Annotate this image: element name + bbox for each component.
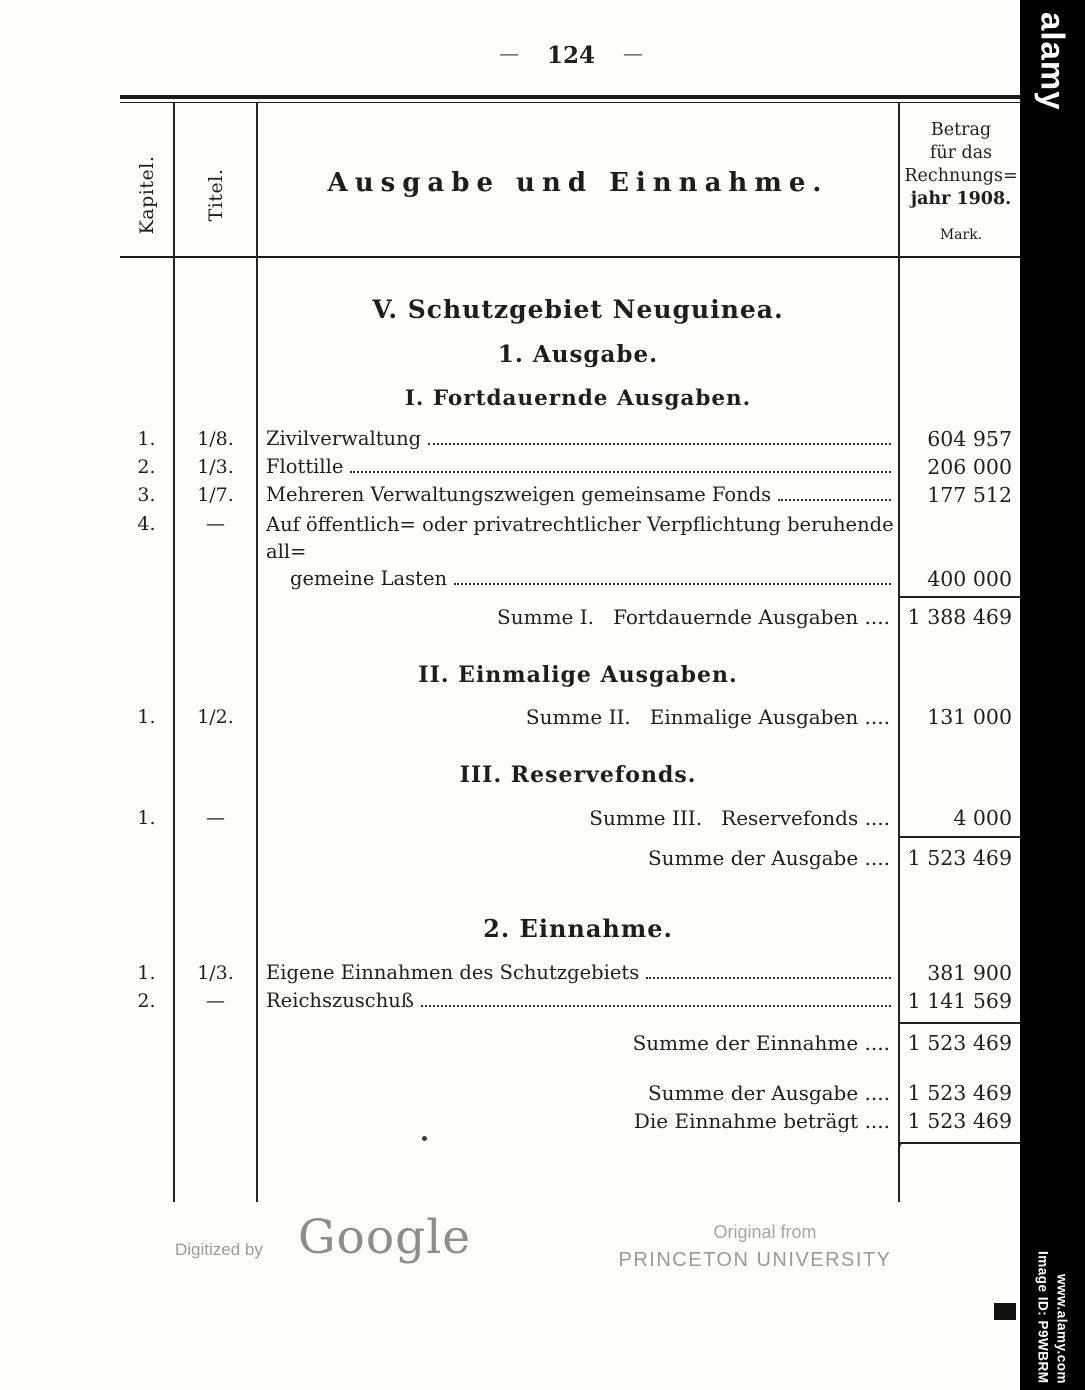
header-betrag-line2: für das — [929, 143, 993, 163]
cell-label: Flottille — [266, 455, 344, 478]
table-row — [120, 411, 1022, 452]
cell-titel: 1/8. — [175, 411, 258, 452]
amount-rule — [900, 1022, 1022, 1024]
budget-table — [120, 95, 1022, 1202]
cell-kapitel: 1. — [120, 942, 175, 986]
sum-amount: 4 000 — [953, 806, 1012, 830]
empty-cell — [175, 831, 258, 871]
sum-row-einmalige — [120, 688, 1022, 730]
cell-amount: 400 000 — [927, 567, 1012, 591]
sum-label: Summe II. Einmalige Ausgaben .... — [258, 688, 900, 730]
cell-titel: — — [175, 986, 258, 1014]
table-row — [120, 452, 1022, 480]
cell-amount-wrap — [900, 831, 1022, 871]
registration-mark — [994, 1303, 1016, 1320]
sum-amount: 1 523 469 — [907, 846, 1012, 870]
empty-cell — [175, 324, 258, 368]
empty-cell — [900, 871, 1022, 942]
cell-amount-wrap — [900, 480, 1022, 508]
empty-cell — [120, 324, 175, 368]
cell-amount-wrap — [900, 508, 1022, 592]
amount-rule — [900, 596, 1022, 598]
cell-label: Eigene Einnahmen des Schutzgebiets — [266, 961, 640, 984]
empty-cell — [175, 730, 258, 788]
empty-cell — [120, 1014, 175, 1056]
cell-kapitel: 2. — [120, 452, 175, 480]
google-logo: Google — [298, 1210, 472, 1265]
header-unit-label: Mark. — [939, 227, 983, 243]
cell-amount-wrap — [900, 788, 1022, 831]
table-row — [120, 480, 1022, 508]
section-heading-einnahme: 2. Einnahme. — [258, 871, 900, 942]
cell-amount: 381 900 — [927, 961, 1012, 985]
cell-titel: 1/7. — [175, 480, 258, 508]
empty-cell — [120, 258, 175, 324]
section-row-reservefonds — [120, 730, 1022, 788]
cell-kapitel: 4. — [120, 508, 175, 592]
cell-amount-wrap — [900, 411, 1022, 452]
watermark-meta — [1036, 1251, 1070, 1384]
cell-amount-wrap — [900, 942, 1022, 986]
cell-label: Zivilverwaltung — [266, 427, 422, 450]
empty-cell — [175, 1134, 258, 1202]
watermark-strip — [1020, 0, 1085, 1390]
section-heading-reservefonds: III. Reservefonds. — [258, 730, 900, 788]
sum-label: Summe der Ausgabe .... — [258, 1056, 900, 1106]
sum-row-ausgabe-total — [120, 831, 1022, 871]
cell-label-line1: Auf öffentlich= oder privatrechtlicher Verpflichtung beruhende all= — [266, 513, 894, 563]
empty-cell — [175, 368, 258, 411]
sum-label: Summe der Einnahme .... — [258, 1014, 900, 1056]
sum-row-einnahme-betraegt — [120, 1106, 1022, 1134]
header-kapitel-label: Kapitel. — [135, 155, 158, 235]
cell-main — [258, 480, 900, 508]
dotted-leader — [454, 583, 891, 585]
cell-main — [258, 942, 900, 986]
cell-amount: 177 512 — [927, 483, 1012, 507]
cell-main — [258, 508, 900, 592]
section-heading-neuguinea: V. Schutzgebiet Neuguinea. — [258, 258, 900, 324]
dotted-leader — [350, 471, 891, 473]
section-heading-einmalige: II. Einmalige Ausgaben. — [258, 630, 900, 688]
header-kapitel-cell — [120, 103, 175, 256]
table-row — [120, 986, 1022, 1014]
section-row-einmalige — [120, 630, 1022, 688]
table-footer-spacer — [120, 1134, 1022, 1202]
cell-titel: — — [175, 508, 258, 592]
section-row-einnahme — [120, 871, 1022, 942]
sum-amount: 1 523 469 — [907, 1031, 1012, 1055]
sum-amount: 1 388 469 — [907, 605, 1012, 629]
cell-titel: 1/2. — [175, 688, 258, 730]
empty-cell — [120, 368, 175, 411]
empty-cell — [900, 1134, 1022, 1202]
cell-amount: 206 000 — [927, 455, 1012, 479]
final-amount-rule — [898, 1142, 1026, 1144]
cell-amount-wrap — [900, 592, 1022, 630]
empty-cell — [175, 630, 258, 688]
sum-label: Die Einnahme beträgt .... — [258, 1106, 900, 1134]
cell-kapitel: 1. — [120, 411, 175, 452]
sum-label: Summe der Ausgabe .... — [258, 831, 900, 871]
empty-cell — [258, 1134, 900, 1202]
section-heading-ausgabe: 1. Ausgabe. — [258, 324, 900, 368]
sum-label: Summe I. Fortdauernde Ausgaben .... — [258, 592, 900, 630]
amount-rule — [900, 836, 1022, 838]
cell-amount-wrap — [900, 688, 1022, 730]
cell-amount: 1 141 569 — [907, 989, 1012, 1013]
cell-label: Mehreren Verwaltungszweigen gemeinsame Fonds — [266, 483, 772, 506]
alamy-url: www.alamy.com — [1054, 1273, 1070, 1384]
page-number-dash-right: — — [623, 41, 643, 65]
digitized-by-label: Digitized by — [175, 1240, 263, 1259]
empty-cell — [120, 1106, 175, 1134]
cell-titel: 1/3. — [175, 452, 258, 480]
sum-row-fortdauernde — [120, 592, 1022, 630]
cell-main — [258, 411, 900, 452]
ink-speck — [422, 1136, 427, 1141]
cell-kapitel: 3. — [120, 480, 175, 508]
sum-row-einnahme-total — [120, 1014, 1022, 1056]
empty-cell — [120, 1134, 175, 1202]
cell-titel: — — [175, 788, 258, 831]
table-row — [120, 942, 1022, 986]
table-body — [120, 258, 1022, 1202]
cell-label-line2: gemeine Lasten — [290, 567, 448, 590]
cell-amount-wrap — [900, 452, 1022, 480]
empty-cell — [900, 258, 1022, 324]
sum-row-reservefonds — [120, 788, 1022, 831]
original-from-label: Original from — [713, 1222, 817, 1242]
empty-cell — [175, 1056, 258, 1106]
empty-cell — [120, 730, 175, 788]
page-header — [120, 42, 1022, 69]
sum-amount: 1 523 469 — [907, 1081, 1012, 1105]
header-betrag-line3: Rechnungs= — [904, 166, 1018, 186]
header-titel-label: Titel. — [204, 168, 227, 222]
dotted-leader — [421, 1005, 891, 1007]
empty-cell — [120, 831, 175, 871]
sum-row-ausgabe-repeat — [120, 1056, 1022, 1106]
cell-kapitel: 1. — [120, 788, 175, 831]
header-betrag-line1: Betrag — [930, 120, 992, 140]
cell-amount-wrap — [900, 1106, 1022, 1134]
alamy-logo: alamy — [1034, 12, 1072, 111]
empty-cell — [900, 368, 1022, 411]
cell-amount-wrap — [900, 1014, 1022, 1056]
dotted-leader — [778, 499, 891, 501]
section-row-fortdauernde — [120, 368, 1022, 411]
empty-cell — [900, 730, 1022, 788]
empty-cell — [120, 592, 175, 630]
header-main-label: Ausgabe und Einnahme. — [258, 103, 900, 256]
sum-amount: 131 000 — [927, 705, 1012, 729]
sum-amount: 1 523 469 — [907, 1109, 1012, 1133]
cell-amount: 604 957 — [927, 427, 1012, 451]
section-heading-fortdauernde: I. Fortdauernde Ausgaben. — [258, 368, 900, 411]
empty-cell — [120, 871, 175, 942]
cell-titel: 1/3. — [175, 942, 258, 986]
empty-cell — [900, 630, 1022, 688]
dotted-leader — [428, 443, 891, 445]
sum-label: Summe III. Reservefonds .... — [258, 788, 900, 831]
header-titel-cell — [175, 103, 258, 256]
image-id-label: Image ID: P9WBRM — [1035, 1251, 1051, 1384]
section-row-ausgabe — [120, 324, 1022, 368]
dotted-leader — [646, 977, 891, 979]
table-header-row — [120, 103, 1022, 256]
empty-cell — [175, 1106, 258, 1134]
institution-label: PRINCETON UNIVERSITY — [618, 1249, 892, 1271]
cell-amount-wrap — [900, 1056, 1022, 1106]
cell-amount-wrap — [900, 986, 1022, 1014]
empty-cell — [175, 1014, 258, 1056]
cell-kapitel: 1. — [120, 688, 175, 730]
section-row-neuguinea — [120, 258, 1022, 324]
page-number: 124 — [546, 42, 595, 69]
header-betrag-cell — [900, 103, 1022, 256]
cell-kapitel: 2. — [120, 986, 175, 1014]
cell-label: Reichszuschuß — [266, 989, 414, 1012]
empty-cell — [175, 871, 258, 942]
cell-main — [258, 986, 900, 1014]
empty-cell — [175, 592, 258, 630]
page-number-dash-left: — — [498, 41, 519, 65]
empty-cell — [900, 324, 1022, 368]
empty-cell — [175, 258, 258, 324]
cell-main — [258, 452, 900, 480]
header-betrag-line4: jahr 1908. — [910, 189, 1012, 209]
empty-cell — [120, 630, 175, 688]
table-row — [120, 508, 1022, 592]
empty-cell — [120, 1056, 175, 1106]
